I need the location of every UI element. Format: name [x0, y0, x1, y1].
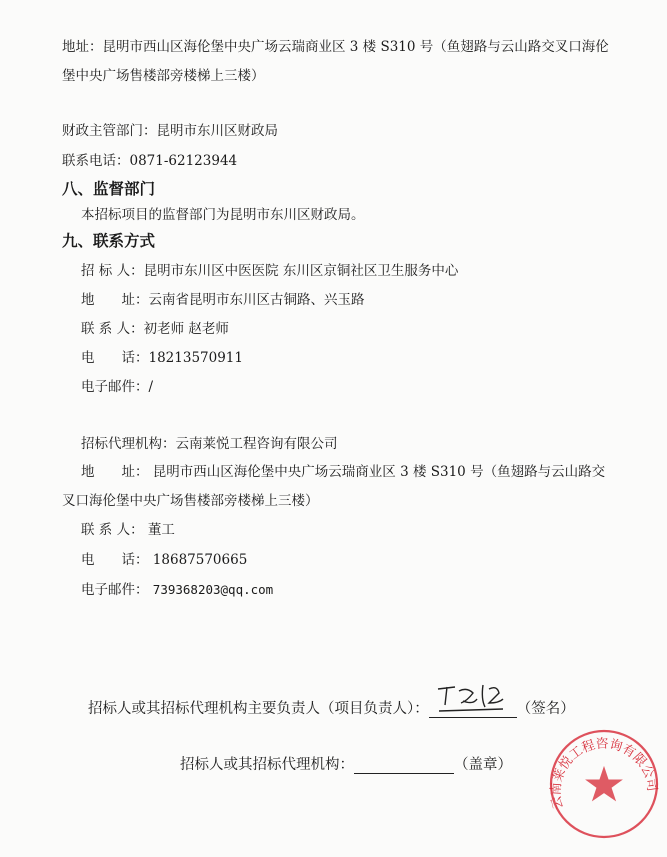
tenderer-address: [81, 291, 365, 309]
seal-blank: [354, 757, 454, 774]
agency-contact: [81, 521, 175, 539]
org-seal-line: [180, 756, 512, 774]
agency-address-cont: 叉口海伦堡中央广场售楼部旁楼梯上三楼）: [62, 493, 319, 509]
label: 招 标 人：: [81, 263, 144, 279]
agency-address: [81, 463, 605, 481]
agency-name: [81, 435, 338, 453]
responsible-signature-line: [88, 700, 575, 718]
agency-phone: [81, 551, 247, 569]
handwritten-signature: [433, 681, 513, 715]
section8-heading: 八、监督部门: [62, 180, 156, 198]
label: 招标人或其招标代理机构主要负责人（项目负责人）：: [88, 701, 429, 717]
label: 联 系 人：: [81, 522, 144, 538]
value: 董工: [147, 522, 175, 538]
value: 18687570665: [152, 552, 248, 568]
label: 地 址：: [81, 464, 149, 480]
agency-address-line1: 地址：昆明市西山区海伦堡中央广场云瑞商业区 3 楼 S310 号（鱼翅路与云山路交叉口海伦: [62, 39, 609, 55]
star-icon: [585, 766, 623, 802]
tenderer-contact: [81, 320, 229, 338]
label: 联 系 人：: [81, 321, 144, 337]
tenderer-name: [81, 262, 458, 280]
value: 昆明市西山区海伦堡中央广场云瑞商业区 3 楼 S310 号（鱼翅路与云山路交: [152, 464, 606, 480]
tenderer-phone: [81, 349, 243, 367]
value: 云南省昆明市东川区古铜路、兴玉路: [148, 292, 365, 308]
seal-suffix: （盖章）: [454, 757, 512, 773]
finance-dept: 财政主管部门：昆明市东川区财政局: [62, 123, 278, 139]
label: 地 址：: [81, 292, 149, 308]
label: 电 话：: [81, 350, 149, 366]
value: 云南莱悦工程咨询有限公司: [175, 436, 338, 452]
label: 招标代理机构：: [81, 436, 176, 452]
signature-blank: [429, 701, 517, 718]
agency-address-line2: 堡中央广场售楼部旁楼梯上三楼）: [62, 68, 265, 84]
section8-body: 本招标项目的监督部门为昆明市东川区财政局。: [81, 207, 365, 223]
sign-suffix: （签名）: [516, 701, 575, 717]
company-seal: [548, 728, 660, 840]
value: 初老师 赵老师: [143, 321, 229, 337]
value: /: [148, 379, 154, 395]
label: 电子邮件：: [81, 582, 149, 598]
finance-phone: 联系电话：0871-62123944: [62, 153, 238, 169]
label: 招标人或其招标代理机构：: [180, 757, 354, 773]
value: 18213570911: [148, 350, 243, 366]
section9-heading: 九、联系方式: [62, 232, 156, 250]
tenderer-email: [81, 378, 153, 396]
stamp-text: 云南莱悦工程咨询有限公司: [548, 736, 660, 811]
value: 739368203@qq.com: [152, 582, 274, 597]
label: 电 话：: [81, 552, 149, 568]
value: 昆明市东川区中医医院 东川区京铜社区卫生服务中心: [143, 263, 459, 279]
agency-email: [81, 581, 273, 599]
label: 电子邮件：: [81, 379, 149, 395]
